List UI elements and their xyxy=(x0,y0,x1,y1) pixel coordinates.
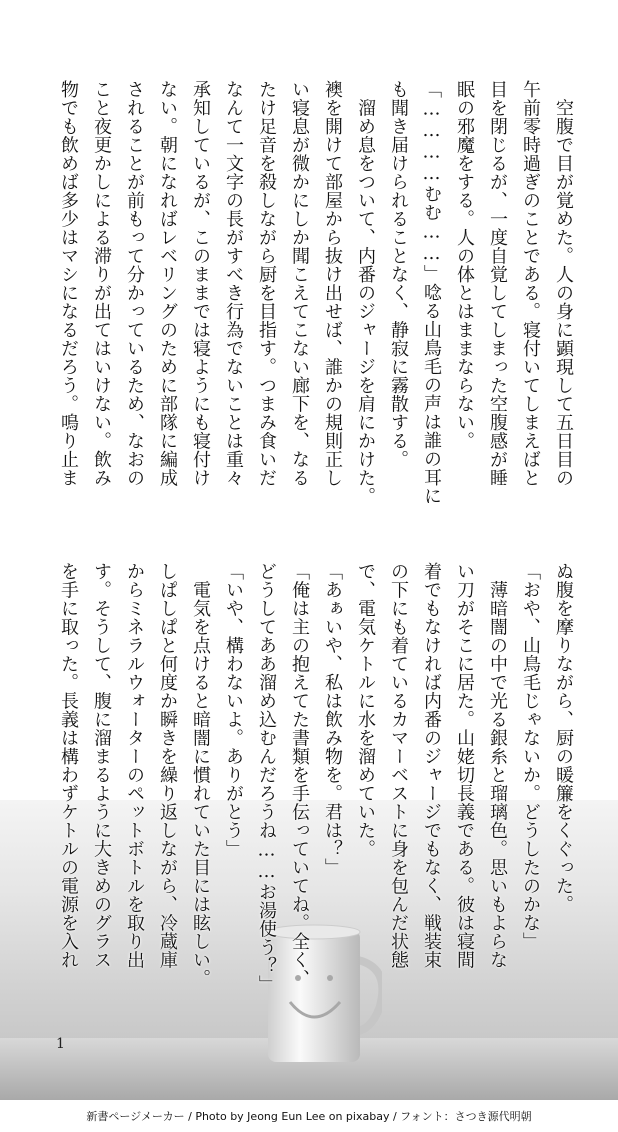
text-line: たけ足音を殺しながら厨を目指す。つまみ食いだ xyxy=(256,80,277,487)
text-line: なんて一文字の長がすべき行為でないことは重々 xyxy=(223,80,244,487)
text-line: どうしてああ溜め込むんだろうね……お湯使う？」 xyxy=(256,562,277,994)
text-line: 「いや、構わないよ。ありがとう」 xyxy=(223,562,244,858)
text-line: 襖を開けて部屋から抜け出せば、誰かの規則正し xyxy=(322,80,343,487)
credits-footer: 新書ページメーカー / Photo by Jeong Eun Lee on pixabay / フォント：さつき源代明朝 xyxy=(86,1110,532,1123)
text-line: 薄暗闇の中で光る銀糸と瑠璃色。思いもよらな xyxy=(487,562,508,969)
text-line: 「おや、山鳥毛じゃないか。どうしたのかな」 xyxy=(520,562,541,951)
text-line: の下にも着ているカマーベストに身を包んだ状態 xyxy=(388,562,409,969)
text-line: す。そうして、腹に溜まるように大きめのグラス xyxy=(91,562,112,969)
text-line: 午前零時過ぎのことである。寝付いてしまえばと xyxy=(520,80,541,487)
text-line: い寝息が微かにしか聞こえてこない廊下を、なる xyxy=(289,80,310,487)
text-line: 「俺は主の抱えてた書類を手伝っていてね。全く、 xyxy=(289,562,310,988)
text-line: 「あぁいや、私は飲み物を。君は？」 xyxy=(322,562,343,877)
text-line: からミネラルウォーターのペットボトルを取り出 xyxy=(124,562,145,969)
text-line: も聞き届けられることなく、静寂に霧散する。 xyxy=(388,80,409,469)
text-line: されることが前もって分かっているため、なおの xyxy=(124,80,145,487)
text-line: こと夜更かしによる滞りが出てはいけない。飲み xyxy=(91,80,112,487)
text-line: ない。朝になればレベリングのために部隊に編成 xyxy=(157,80,178,487)
text-line: い刀がそこに居た。山姥切長義である。彼は寝間 xyxy=(454,562,475,969)
text-line: 溜め息をついて、内番のジャージを肩にかけた。 xyxy=(355,80,376,506)
text-line: 電気を点けると暗闇に慣れていた目には眩しい。 xyxy=(190,562,211,988)
text-line: ぬ腹を摩りながら、厨の暖簾をくぐった。 xyxy=(553,562,574,914)
text-line: で、電気ケトルに水を溜めていた。 xyxy=(355,562,376,858)
bottom-text-block xyxy=(52,562,580,1002)
text-line: しぱしぱと何度か瞬きを繰り返しながら、冷蔵庫 xyxy=(157,562,178,969)
text-line: 目を閉じるが、一度自覚してしまった空腹感が睡 xyxy=(487,80,508,487)
top-text-block xyxy=(52,80,580,520)
page-number: 1 xyxy=(56,1036,65,1052)
text-line: 眠の邪魔をする。人の体とはままならない。 xyxy=(454,80,475,450)
text-line: 着でもなければ内番のジャージでもなく、戦装束 xyxy=(421,562,442,969)
text-line: を手に取った。長義は構わずケトルの電源を入れ xyxy=(58,562,79,969)
text-line: 空腹で目が覚めた。人の身に顕現して五日目の xyxy=(553,80,574,487)
text-line: 「…………むむ……」唸る山鳥毛の声は誰の耳に xyxy=(421,80,442,505)
text-line: 承知しているが、このままでは寝ようにも寝付け xyxy=(190,80,211,487)
text-line: 物でも飲めば多少はマシになるだろう。鳴り止ま xyxy=(58,80,79,487)
